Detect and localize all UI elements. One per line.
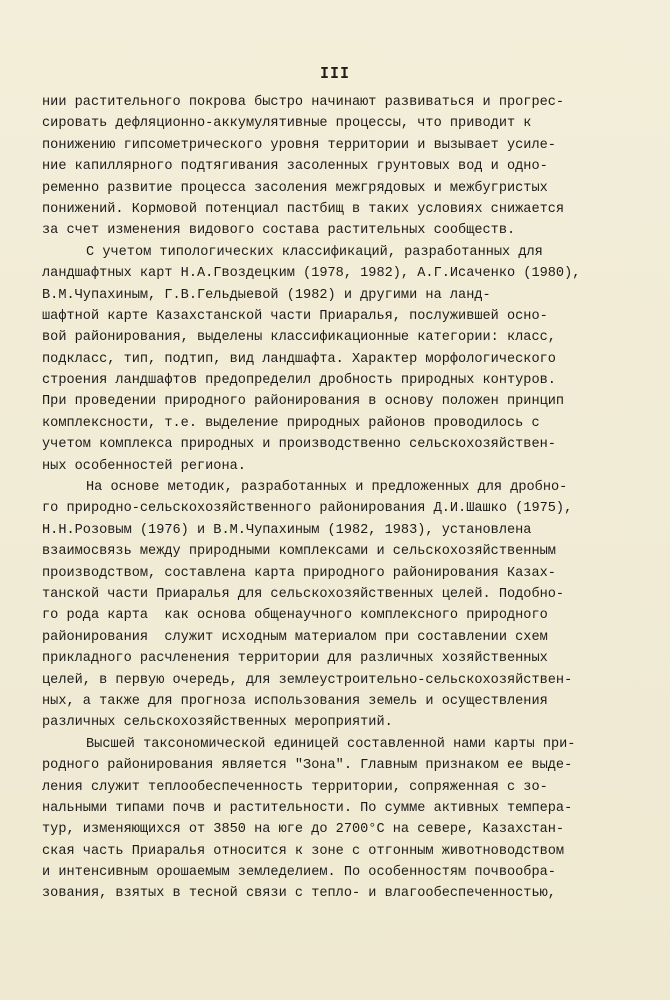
page-number: III (319, 64, 351, 82)
text-line: и интенсивным орошаемым земледелием. По особенностям почвообра- (42, 865, 556, 881)
text-line: ние капиллярного подтягивания засоленных грунтовых вод и одно- (42, 159, 548, 175)
text-line: производством, составлена карта природного районирования Казах- (42, 565, 556, 581)
text-line: комплексности, т.е. выделение природных районов проводилось с (42, 415, 540, 431)
text-line: танской части Приаралья для сельскохозяйственных целей. Подобно- (42, 586, 565, 602)
text-line: Высшей таксономической единицей составленной нами карты при- (86, 736, 576, 752)
text-line: нальными типами почв и растительности. По сумме активных темпера- (42, 800, 573, 816)
text-line: за счет изменения видового состава растительных сообществ. (42, 223, 516, 239)
text-line: ская часть Приаралья относится к зоне с отгонным животноводством (42, 843, 565, 859)
body-text (42, 92, 622, 905)
text-line: строения ландшафтов предопределил дробность природных контуров. (42, 373, 556, 389)
text-line: ных, а также для прогноза использования земель и осуществления (42, 693, 548, 709)
text-line: тур, изменяющихся от 3850 на юге до 2700°С на севере, Казахстан- (42, 822, 565, 838)
text-line: районирования служит исходным материалом при составлении схем (42, 629, 548, 645)
text-line: взаимосвязь между природными комплексами и сельскохозяйственным (42, 544, 556, 560)
text-line: Н.Н.Розовым (1976) и В.М.Чупахиным (1982, 1983), установлена (42, 522, 532, 538)
text-line: На основе методик, разработанных и предложенных для дробно- (86, 480, 568, 496)
text-line: го природно-сельскохозяйственного районирования Д.И.Шашко (1975), (42, 501, 573, 517)
text-line: прикладного расчленения территории для различных хозяйственных (42, 651, 548, 667)
text-line: подкласс, тип, подтип, вид ландшафта. Характер морфологического (42, 351, 556, 367)
text-line: учетом комплекса природных и производственно сельскохозяйствен- (42, 437, 556, 453)
text-line: понижению гипсометрического уровня территории и вызывает усиле- (42, 137, 556, 153)
text-line: понижений. Кормовой потенциал пастбищ в таких условиях снижается (42, 201, 565, 217)
text-line: ландшафтных карт Н.А.Гвоздецким (1978, 1982), А.Г.Исаченко (1980), (42, 266, 581, 282)
text-line: нии растительного покрова быстро начинают развиваться и прогрес- (42, 95, 565, 110)
text-line: ления служит теплообеспеченность территории, сопряженная с зо- (42, 779, 548, 795)
text-line: С учетом типологических классификаций, разработанных для (86, 244, 543, 260)
text-line: го рода карта как основа общенаучного комплексного природного (42, 608, 548, 624)
text-line: целей, в первую очередь, для землеустроительно-сельскохозяйствен- (42, 672, 573, 688)
text-line: При проведении природного районирования в основу положен принцип (42, 394, 565, 410)
text-line: шафтной карте Казахстанской части Приаралья, послужившей осно- (42, 308, 548, 324)
text-line: вой районирования, выделены классификационные категории: класс, (42, 330, 556, 346)
text-line: сировать дефляционно-аккумулятивные процессы, что приводит к (42, 116, 532, 132)
text-line: родного районирования является "Зона". Главным признаком ее выде- (42, 758, 573, 774)
text-line: ных особенностей региона. (42, 458, 246, 474)
text-line: зования, взятых в тесной связи с тепло- и влагообеспеченностью, (42, 886, 556, 902)
text-line: различных сельскохозяйственных мероприятий. (42, 715, 393, 731)
text-line: В.М.Чупахиным, Г.В.Гельдыевой (1982) и другими на ланд- (42, 287, 491, 303)
text-line: ременно развитие процесса засоления межгрядовых и межбугристых (42, 180, 548, 196)
